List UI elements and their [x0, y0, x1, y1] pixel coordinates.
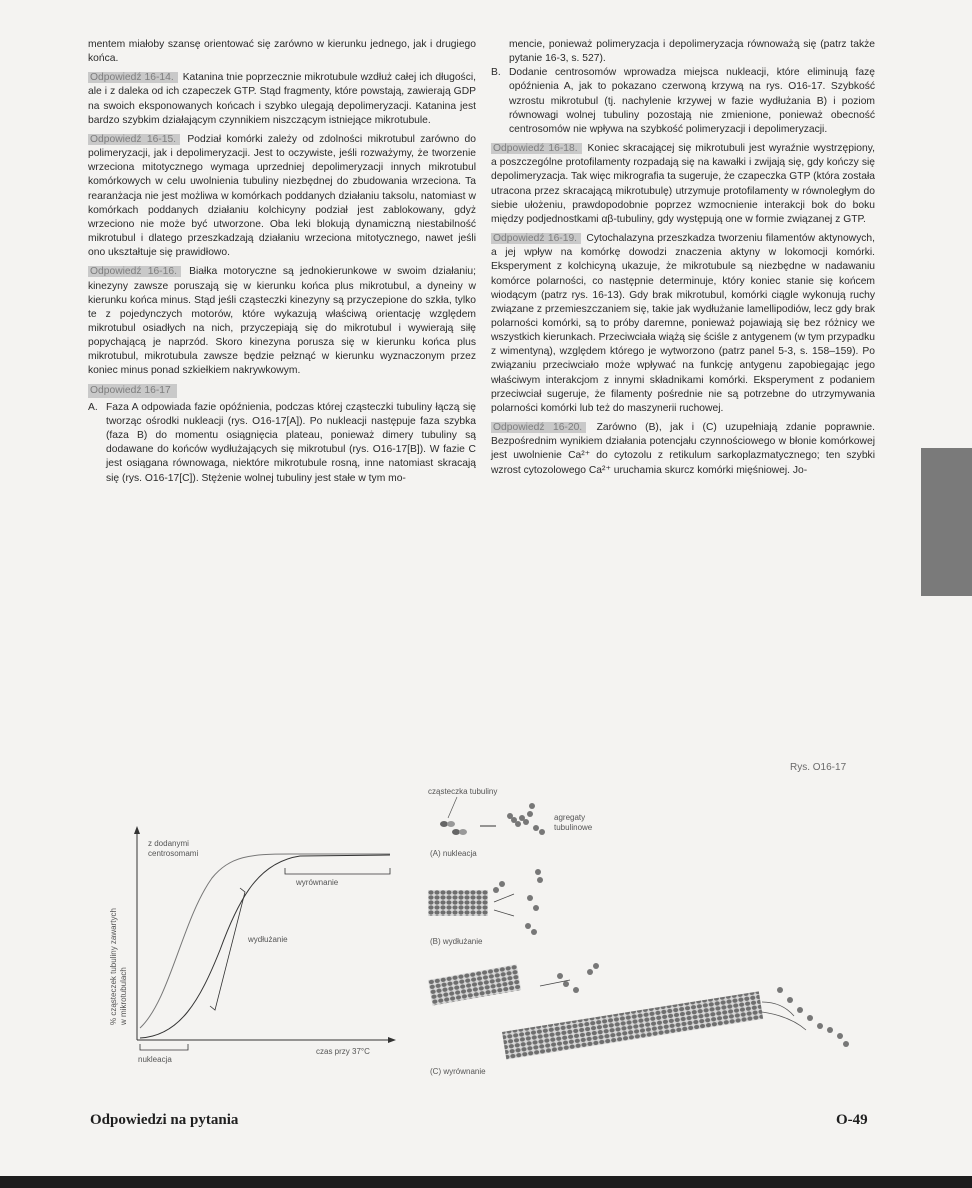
answer-tag: Odpowiedź 16-20. — [491, 422, 586, 433]
nucleation-bracket — [140, 1044, 188, 1050]
answer-text: Białka motoryczne są jednokierunkowe w swoim działaniu; kinezyny zawsze poruszają się w kierunku końca plus mikrotubul, a dyneiny w kierunku końca minus. Stąd jeśli cząsteczki kinezyny są przyczepione do szkła, tylko te z pojedynczych motorów, które wykazują właściwą orientację względem mikrotubul osiadłych na nich, przyczepiają się do mikrotubul i wywierają siłę popychającą je naprzód. Skoro kinezyna porusza się w kierunku końca plus mikrotubul, mikrotubula zawsze będzie pełznąć w kierunku wyznaczonym przez koniec minus ponad szkiełkiem nakrywkowym. — [88, 266, 476, 377]
curve-control — [140, 855, 390, 1038]
label-elongation: wydłużanie — [248, 935, 288, 944]
answer-tag: Odpowiedź 16-19. — [491, 233, 581, 244]
intro-paragraph: mentem miałoby szansę orientować się zarówno w kierunku jednego, jak i drugiego końca. — [88, 39, 476, 65]
answer-text: Zarówno (B), jak i (C) uzupełniają zdanie poprawnie. Bezpośrednim wynikiem działania potencjału czynnościowego w błonie komórkowej jest uwolnienie Ca²⁺ do cytozolu z retikulum sarkoplazmatycznego; ten szybki wzrost cytozolowego Ca²⁺ uruchamia skurcz komórki mięśniowej. Jo- — [491, 422, 875, 476]
answer-text: Katanina tnie poprzecznie mikrotubule wzdłuż całej ich długości, ale i z daleka od ich czapeczek GTP. Stąd fragmenty, które powstają, zawierają GDP na swoich eksponowanych końcach i szybko ulegają depolimeryzacji. Katanina jest bardzo szybkim działającym czynnikiem niszczącym istniejące mikrotubule. — [88, 72, 476, 126]
list-text: mencie, ponieważ polimeryzacja i depolimeryzacja równoważą się (patrz także pytanie 16-3, s. 527). — [509, 39, 875, 65]
microtubule-growing — [428, 964, 521, 1005]
microtubule-elongation — [428, 890, 488, 916]
list-text: Faza A odpowiada fazie opóźnienia, podczas której cząsteczki tubuliny łączą się tworząc ośrodki nukleacji (rys. O16-17[A]). Po nukleacji następuje faza szybka (faza B) do momentu osiągnięcia plateau, ponieważ dimery tubuliny są dodawane do końców wydłużających się mikrotubul (rys. O16-17[B]). W fazie C jest osiągana równowaga, niektóre mikrotubule rosną, inne natomiast skracają się (rys. O16-17[C]). Stężenie wolnej tubuliny jest stałe w tym mo- — [106, 401, 476, 484]
scan-bottom-edge — [0, 1176, 972, 1188]
list-item-b — [491, 66, 875, 137]
left-column — [88, 38, 476, 486]
answer-16-18 — [491, 142, 875, 227]
page-number: O-49 — [836, 1112, 868, 1128]
label-with-centrosomes: z dodanymi — [148, 839, 189, 848]
answer-16-20 — [491, 421, 875, 478]
elongation-bracket — [210, 888, 245, 1010]
answer-16-16 — [88, 265, 476, 378]
label-panel-c: (C) wyrównanie — [430, 1067, 486, 1076]
label-tubulin-molecule: cząsteczka tubuliny — [428, 787, 498, 796]
label-with-centrosomes-2: centrosomami — [148, 849, 199, 858]
answer-text: Cytochalazyna przeszkadza tworzeniu filamentów aktynowych, a jej wpływ na komórkę dowodzi znaczenia aktyny w lokomocji komórki. Eksperyment z kolchicyną ukazuje, że mikrotubule są niezbędne w nadawaniu komórce polarności, co następnie determinuje, który koniec stanie się końcem wiodącym (patrz rys. 16-13). Gdy brak mikrotubul, komórki ciągle wykonują ruchy związane z przemieszczaniem się, takie jak wydłużanie lamellipodiów, lecz gdy brak polarności komórki, są to próby daremne, ponieważ pojawiają się bez różnicy we wszystkich kierunkach. Przeciwciała wiążą się ściśle z antygenem (w tym przypadku z wimentyną), względem którego je wytworzono (patrz panel 5-3, s. 158–159). Po związaniu przeciwciało może wpływać na funkcję antygenu zapobiegając jego właściwym interakcjom z innymi składnikami komórki. Eksperyment z podaniem przeciwciał sugeruje, że filamenty pośrednie nie są potrzebne do utrzymywania polarności komórki lub też do maszynerii ruchowej. — [491, 233, 875, 414]
label-nucleation: nukleacja — [138, 1055, 172, 1064]
list-text: Dodanie centrosomów wprowadza miejsca nukleacji, które eliminują fazę opóźnienia A, jak to pokazano czerwoną krzywą na rys. O16-17. Szybkość wzrostu mikrotubul (tj. nachylenie krzywej w fazie wydłużania B) i poziom równowagi wolnej tubuliny pozostają nie zmienione, ponieważ obecność centrosomów nie wpływa na szybkość polimeryzacji i depolimeryzacji. — [509, 67, 875, 135]
answer-tag: Odpowiedź 16-16. — [88, 266, 181, 277]
label-equilibrium: wyrównanie — [296, 878, 339, 887]
answer-tag: Odpowiedź 16-15. — [88, 134, 180, 145]
label-aggregates-2: tubulinowe — [554, 823, 593, 832]
free-tubulin-dimers — [440, 821, 467, 835]
label-panel-b: (B) wydłużanie — [430, 937, 483, 946]
label-panel-a: (A) nukleacja — [430, 849, 477, 858]
label-aggregates: agregaty — [554, 813, 586, 822]
y-axis-label-2: w mikrotubulach — [119, 967, 128, 1025]
answer-text: Podział komórki zależy od zdolności mikrotubul zarówno do polimeryzacji, jak i depolimeryzacji. Jest to oczywiste, jeśli rozważymy, że tworzenie wrzeciona mitotycznego wymaga uprzedniej depolimeryzacji innych mikrotubul komórkowych w celu uwolnienia tubuliny niezbędnej do zbudowania wrzeciona. Ta rearanżacja nie jest możliwa w komórkach poddanych działaniu taksolu, natomiast w komórkach poddanych działaniu kolchicyny podział jest zablokowany, gdyż wrzeciono nie może być utworzone. Oba leki blokują dynamiczną niestabilność mikrotubul i dlatego przeszkadzają działaniu wrzeciona mitotycznego, nawet jeśli ono ukształtuje się prawidłowo. — [88, 133, 476, 259]
x-axis-label: czas przy 37°C — [316, 1047, 370, 1056]
footer-section-title: Odpowiedzi na pytania — [90, 1112, 239, 1128]
microtubule-shrinking — [502, 991, 763, 1059]
y-axis-arrow — [134, 826, 140, 834]
answer-16-15 — [88, 133, 476, 260]
microtubule-schematic — [410, 780, 870, 1080]
answer-16-17 — [88, 384, 476, 486]
answer-16-14 — [88, 71, 476, 128]
y-axis-label: % cząsteczek tubuliny zawartych — [109, 908, 118, 1025]
list-marker: B. — [491, 67, 501, 79]
answer-tag: Odpowiedź 16-14. — [88, 72, 178, 83]
chapter-thumb-tab — [921, 448, 972, 596]
answer-tag: Odpowiedź 16-18. — [491, 143, 582, 154]
x-axis-arrow — [388, 1037, 396, 1043]
answer-16-19 — [491, 232, 875, 416]
figure-label: Rys. O16-17 — [790, 762, 847, 773]
list-item-a — [88, 401, 476, 486]
answer-tag: Odpowiedź 16-17 — [88, 384, 177, 398]
list-marker: A. — [88, 401, 98, 413]
answer-text: Koniec skracającej się mikrotubuli jest wyraźnie wystrzępiony, a poszczególne protofilamenty rozpadają się na kawałki i zwijają się, gdy kończy się depolimeryzacja. Tak więc mikrografia ta sugeruje, że czapeczka GTP (która została utracona przez skracającą mikrotubulę) utrzymuje protofilamenty w równoległym do siebie ułożeniu, prawdopodobnie poprzez wzmocnienie interakcji bok do boku między podjednostkami αβ-tubuliny, gdy występują one w formie związanej z GTP. — [491, 143, 875, 225]
list-item-a-continued — [491, 38, 875, 66]
equilibrium-bracket — [285, 868, 390, 874]
tubulin-aggregates — [507, 803, 545, 835]
right-column — [491, 38, 875, 483]
polymerization-graph — [100, 800, 410, 1070]
